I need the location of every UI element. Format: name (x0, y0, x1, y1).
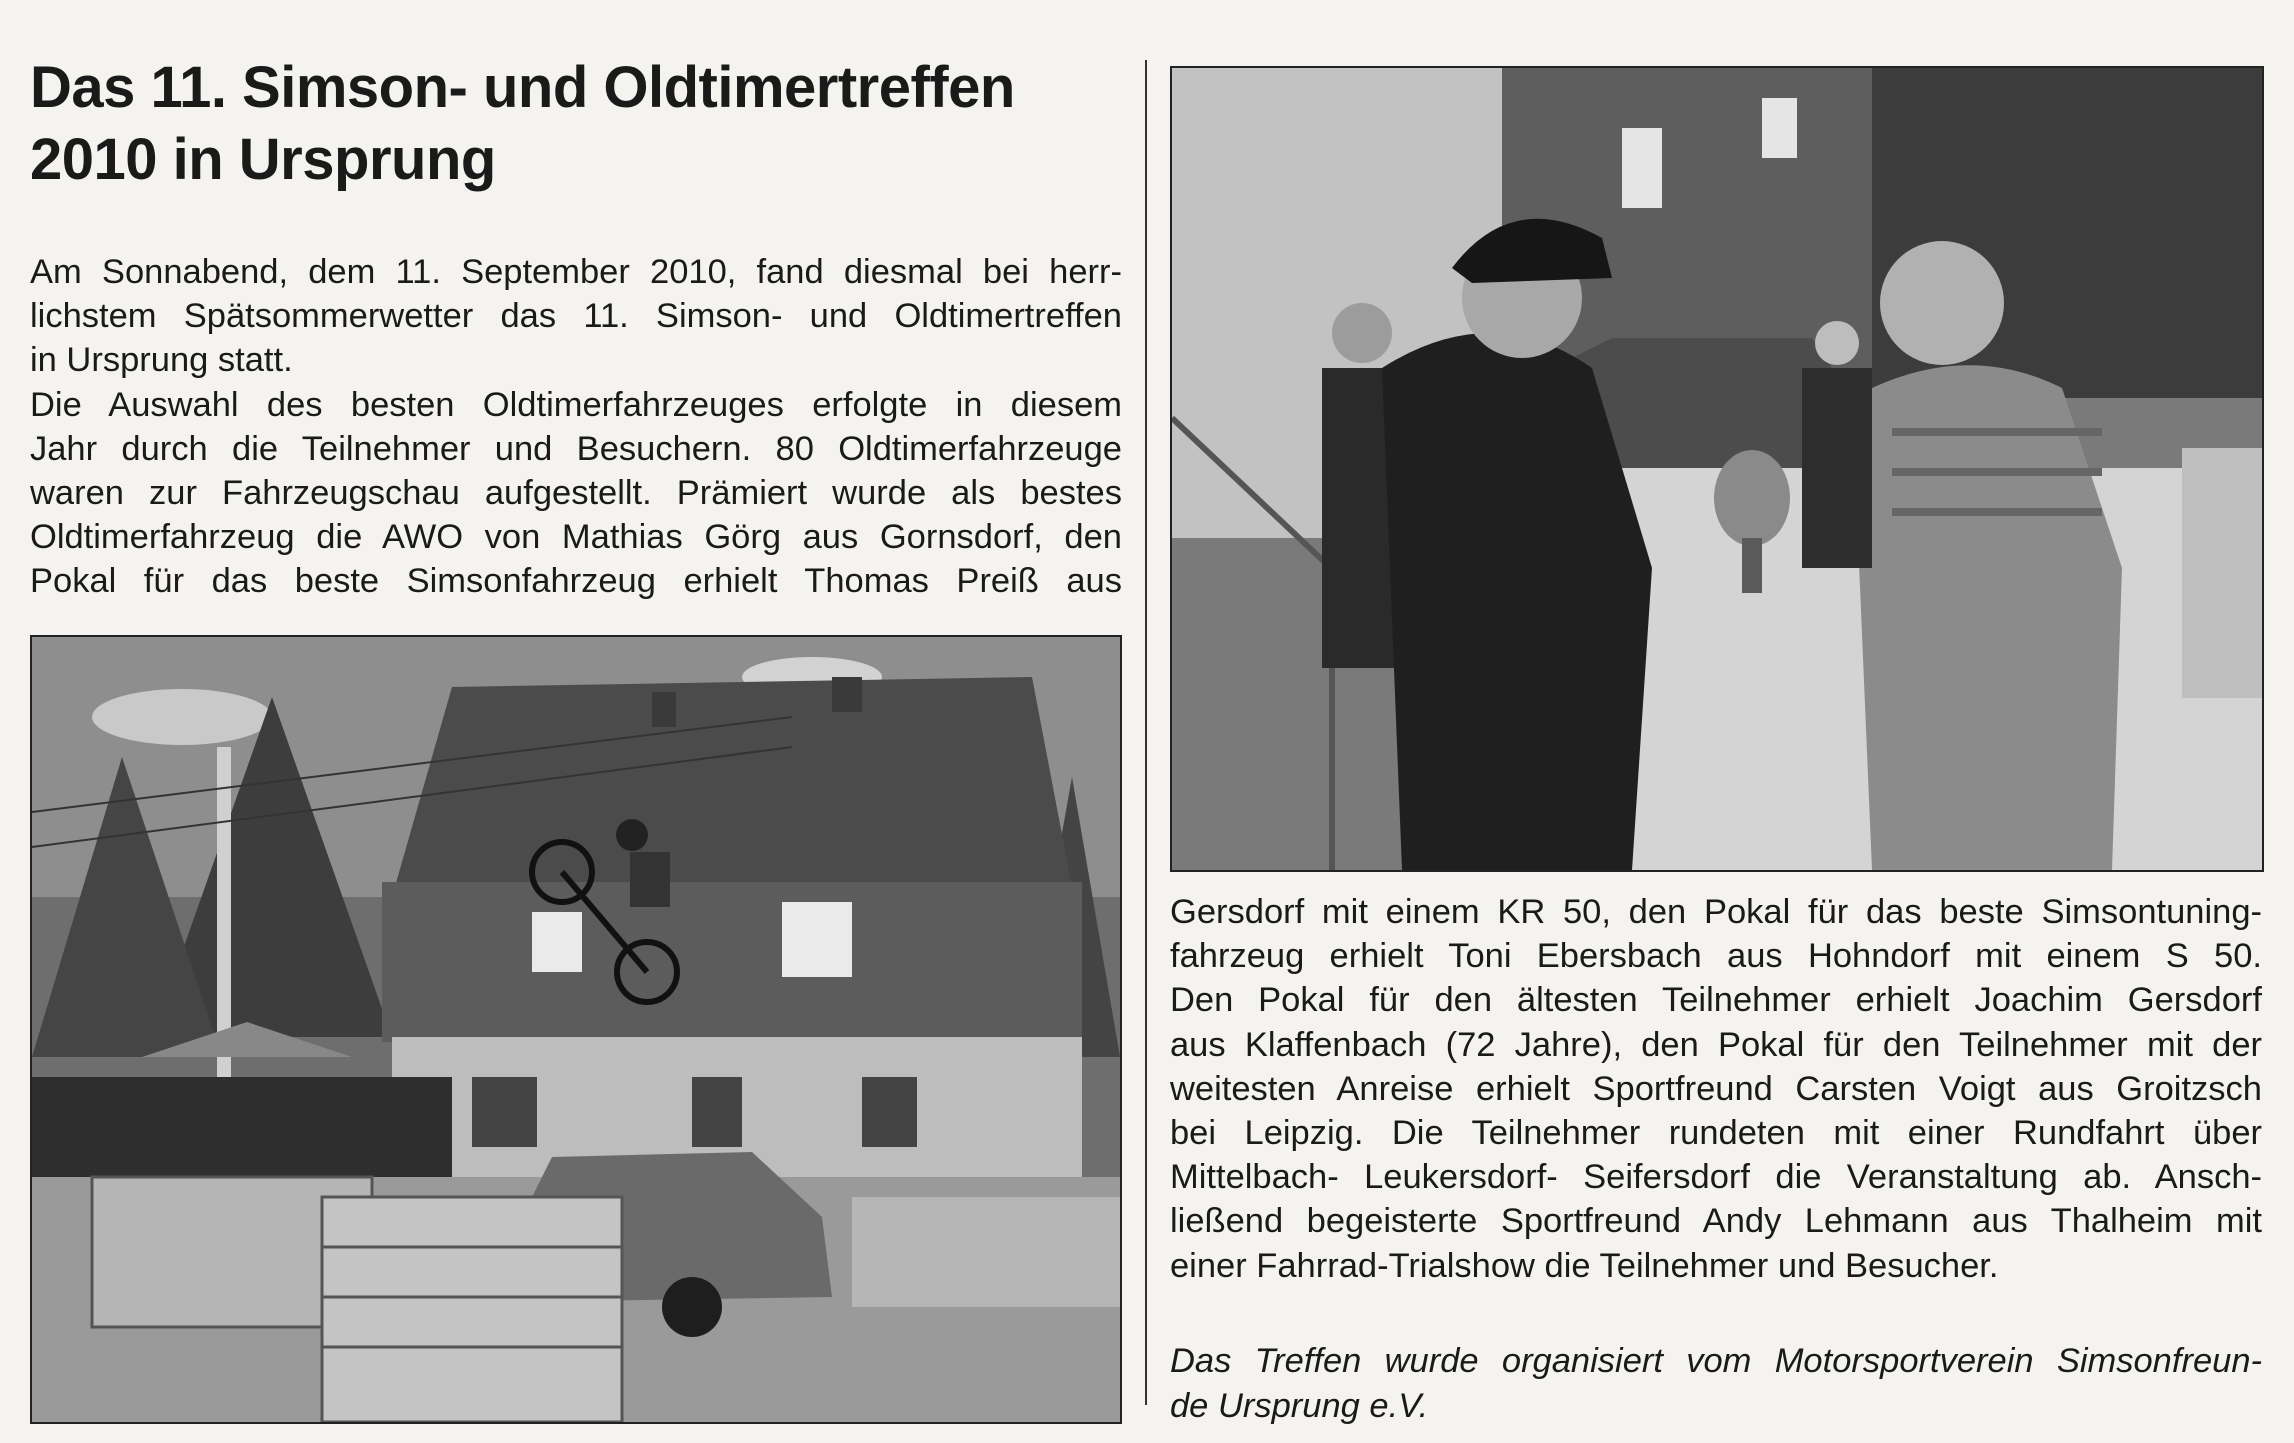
credit-line: Das Treffen wurde organisiert vom Motorsportverein Simsonfreun- (1170, 1342, 2262, 1380)
text-line: bei Leipzig. Die Teilnehmer rundeten mit einer Rundfahrt über (1170, 1114, 2262, 1153)
text-line: lichstem Spätsommerwetter das 11. Simson- und Oldtimertreffen (30, 297, 1122, 336)
text-line: ließend begeisterte Sportfreund Andy Lehmann aus Thalheim mit (1170, 1202, 2262, 1241)
column-divider (1145, 60, 1147, 1405)
title-line: 2010 in Ursprung (30, 127, 496, 192)
text-line: Die Auswahl des besten Oldtimerfahrzeuges erfolgte in diesem (30, 385, 1122, 424)
text-line: waren zur Fahrzeugschau aufgestellt. Prämiert wurde als bestes (30, 474, 1122, 513)
text-line: Jahr durch die Teilnehmer und Besuchern. 80 Oldtimerfahrzeuge (30, 429, 1122, 468)
article-credit (1170, 1339, 2262, 1428)
title-line: Das 11. Simson- und Oldtimertreffen (30, 55, 1015, 120)
text-line: in Ursprung statt. (30, 341, 293, 380)
photo-bike-trial-show (30, 635, 1122, 1424)
text-line: Am Sonnabend, dem 11. September 2010, fand diesmal bei herr- (30, 253, 1122, 291)
trophy-handover-photo-icon (1172, 68, 2262, 870)
article-continued-paragraph (1170, 890, 2262, 1288)
photo-trophy-handover (1170, 66, 2264, 872)
text-line: Gersdorf mit einem KR 50, den Pokal für das beste Simsontuning- (1170, 893, 2262, 931)
text-line: Mittelbach- Leukersdorf- Seifersdorf die Veranstaltung ab. Ansch- (1170, 1158, 2262, 1197)
article-title (30, 52, 1120, 196)
text-line: Den Pokal für den ältesten Teilnehmer erhielt Joachim Gersdorf (1170, 981, 2262, 1020)
text-line: weitesten Anreise erhielt Sportfreund Carsten Voigt aus Groitzsch (1170, 1069, 2262, 1108)
article-intro-paragraph (30, 250, 1122, 604)
credit-line: de Ursprung e.V. (1170, 1386, 1429, 1425)
text-line: fahrzeug erhielt Toni Ebersbach aus Hohndorf mit einem S 50. (1170, 937, 2262, 976)
bike-trial-photo-icon (32, 637, 1120, 1422)
text-line: einer Fahrrad-Trialshow die Teilnehmer und Besucher. (1170, 1246, 1999, 1285)
text-line: Pokal für das beste Simsonfahrzeug erhielt Thomas Preiß aus (30, 562, 1122, 601)
text-line: Oldtimerfahrzeug die AWO von Mathias Görg aus Gornsdorf, den (30, 518, 1122, 557)
text-line: aus Klaffenbach (72 Jahre), den Pokal für den Teilnehmer mit der (1170, 1025, 2262, 1064)
